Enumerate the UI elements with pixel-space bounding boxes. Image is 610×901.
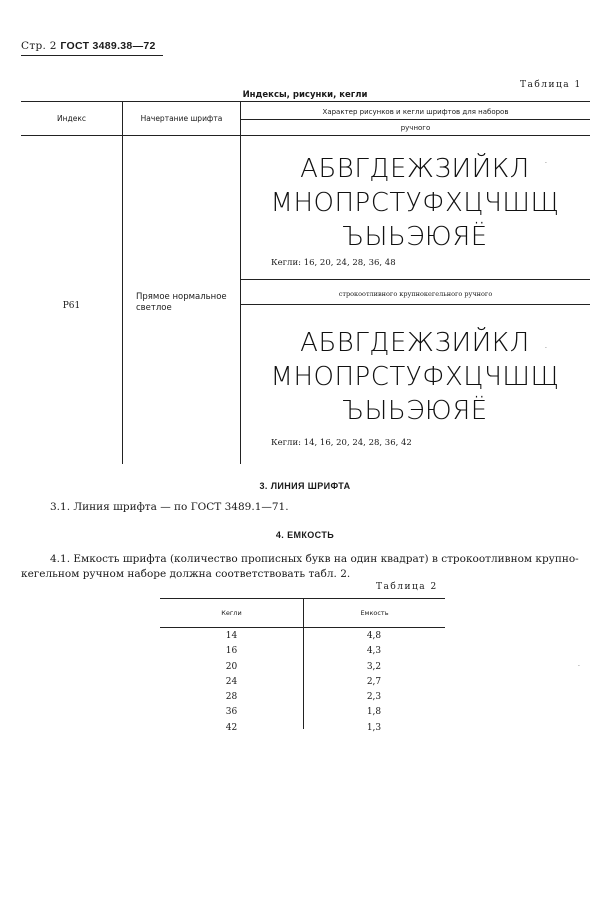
table2-caption: Таблица 2	[376, 582, 438, 592]
section4-text-line2: кегельном ручном наборе должна соответствовать табл. 2.	[21, 568, 351, 580]
table-row	[160, 631, 445, 646]
specimen1-line3: ЪЫЬЭЮЯЁ	[342, 222, 488, 252]
table1-header-index: Индекс	[57, 114, 86, 123]
specimen2-line1: АБВГДЕЖЗИЙКЛ	[300, 328, 530, 358]
table-row	[160, 707, 445, 722]
table2-header-sizes: Кегли	[221, 609, 242, 617]
table1-header-character: Характер рисунков и кегли шрифтов для наборов	[322, 108, 509, 116]
table1-top-rule	[21, 101, 590, 102]
table-row	[160, 692, 445, 707]
table2-capacity-cell: 2,7	[366, 676, 382, 687]
section4-heading: 4. ЕМКОСТЬ	[275, 530, 335, 540]
specimen1-line1: АБВГДЕЖЗИЙКЛ	[300, 154, 530, 184]
standard-number: ГОСТ 3489.38—72	[60, 40, 156, 52]
reg-mark: ·	[578, 663, 580, 670]
table1-title: Индексы, рисунки, кегли	[242, 90, 368, 100]
specimen2-sizes: Кегли: 14, 16, 20, 24, 28, 36, 42	[271, 438, 412, 448]
table-row	[160, 677, 445, 692]
table2-size-cell: 28	[225, 692, 238, 703]
specimen1-line2: МНОПРСТУФХЦЧШЩ	[270, 188, 560, 218]
table1-row-index: Р61	[62, 301, 81, 311]
table1-col-divider-1	[122, 101, 123, 464]
header-underline	[21, 55, 163, 56]
table2-body	[160, 631, 445, 738]
reg-mark: ·	[545, 345, 547, 352]
table-row	[160, 646, 445, 661]
table1-row-style-line1: Прямое нормальное	[136, 292, 227, 302]
specimen2-line3: ЪЫЬЭЮЯЁ	[342, 396, 488, 426]
table-row	[160, 662, 445, 677]
table2-capacity-cell: 4,8	[366, 631, 382, 641]
section3-heading: 3. ЛИНИЯ ШРИФТА	[259, 481, 351, 491]
table2-size-cell: 16	[225, 646, 238, 657]
table2-size-cell: 42	[225, 722, 238, 733]
table1-header-manual: ручного	[400, 124, 431, 132]
table2-size-cell: 14	[225, 631, 238, 641]
reg-mark: ·	[545, 160, 547, 167]
table1-caption: Таблица 1	[520, 80, 582, 90]
table1-header-rule	[21, 135, 590, 136]
table2-capacity-cell: 3,2	[366, 661, 382, 672]
table2-capacity-cell: 4,3	[366, 646, 382, 657]
specimen1-sizes: Кегли: 16, 20, 24, 28, 36, 48	[271, 258, 396, 268]
table2-size-cell: 24	[225, 676, 238, 687]
table2-capacity-cell: 1,3	[366, 722, 382, 733]
specimen2-line2: МНОПРСТУФХЦЧШЩ	[270, 362, 560, 392]
table2-capacity-cell: 1,8	[366, 707, 382, 718]
table1-header-style: Начертание шрифта	[140, 114, 223, 123]
table2-size-cell: 36	[225, 707, 238, 718]
table1-mid-rule-1	[240, 279, 590, 280]
table1-subheader-cast: строкоотливного крупнокегельного ручного	[338, 290, 493, 298]
table1-mid-rule-2	[240, 304, 590, 305]
table2-capacity-cell: 2,3	[366, 692, 382, 703]
table1-row-style-line2: светлое	[136, 303, 172, 313]
page-header	[21, 40, 156, 52]
table-row	[160, 723, 445, 738]
page-number: Стр. 2	[21, 40, 57, 52]
section3-text: 3.1. Линия шрифта — по ГОСТ 3489.1—71.	[50, 501, 289, 513]
section4-text-line1: 4.1. Емкость шрифта (количество прописных букв на один квадрат) в строкоотливном крупно-	[50, 553, 579, 565]
table2-size-cell: 20	[225, 661, 238, 672]
table1-subheader-rule	[240, 119, 590, 120]
table2-header-capacity: Емкость	[360, 609, 389, 617]
